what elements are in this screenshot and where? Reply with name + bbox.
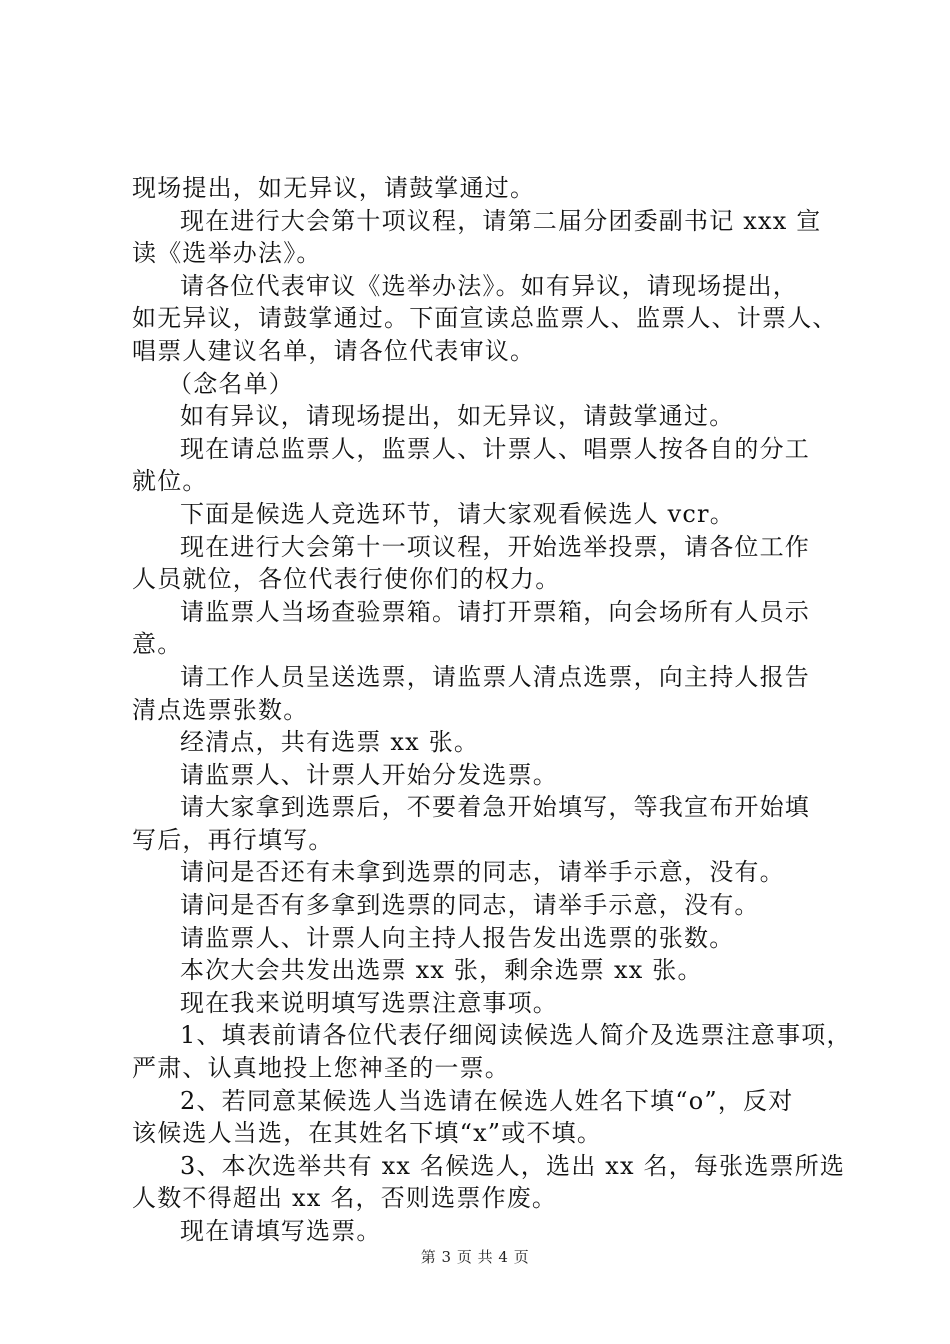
text-line: 人数不得超出 xx 名，否则选票作废。 [132,1184,558,1213]
text-line: 3、本次选举共有 xx 名候选人，选出 xx 名，每张选票所选 [180,1151,846,1180]
text-line: 现在请填写选票。 [180,1217,382,1245]
text-line: 严肃、认真地投上您神圣的一票。 [132,1054,510,1083]
text-line: 2、若同意某候选人当选请在候选人姓名下填“o”，反对 [180,1086,794,1115]
text-line: 该候选人当选，在其姓名下填“x”或不填。 [132,1119,603,1148]
text-line: 读《选举办法》。 [132,239,322,268]
text-line: 1、填表前请各位代表仔细阅读候选人简介及选票注意事项， [180,1021,852,1050]
text-line: 就位。 [132,467,208,496]
text-line: 人员就位，各位代表行使你们的权力。 [132,565,561,594]
text-line: 本次大会共发出选票 xx 张，剩余选票 xx 张。 [180,956,703,985]
page-footer: 第 3 页 共 4 页 [420,1248,530,1266]
text-line: 下面是候选人竞选环节，请大家观看候选人 vcr。 [180,499,735,528]
text-line: 现在请总监票人，监票人、计票人、唱票人按各自的分工 [180,434,810,463]
text-line: 请工作人员呈送选票，请监票人清点选票，向主持人报告 [180,662,810,691]
text-line: 清点选票张数。 [132,695,309,724]
text-line: 请问是否还有未拿到选票的同志，请举手示意，没有。 [180,858,785,887]
text-line: （念名单） [168,369,294,398]
text-line: 请监票人当场查验票箱。请打开票箱，向会场所有人员示 [180,597,810,626]
text-line: 现在进行大会第十一项议程，开始选举投票，请各位工作 [180,532,810,561]
text-line: 唱票人建议名单，请各位代表审议。 [132,336,536,365]
text-line: 意。 [132,630,183,659]
text-line: 现在进行大会第十项议程，请第二届分团委副书记 xxx 宣 [180,206,822,235]
text-line: 经清点，共有选票 xx 张。 [180,728,480,757]
text-line: 如无异议，请鼓掌通过。下面宣读总监票人、监票人、计票人、 [132,304,838,333]
text-line: 现在我来说明填写选票注意事项。 [180,988,558,1017]
text-line: 请监票人、计票人向主持人报告发出选票的张数。 [180,923,735,952]
text-line: 请各位代表审议《选举办法》。如有异议，请现场提出， [180,271,798,300]
text-line: 写后，再行填写。 [132,825,334,854]
text-line: 请问是否有多拿到选票的同志，请举手示意，没有。 [180,891,760,920]
document-body [132,172,852,1248]
text-line: 如有异议，请现场提出，如无异议，请鼓掌通过。 [180,402,735,431]
text-line: 请大家拿到选票后，不要着急开始填写，等我宣布开始填 [180,793,810,822]
text-line: 请监票人、计票人开始分发选票。 [180,760,558,789]
text-line: 现场提出，如无异议，请鼓掌通过。 [132,174,536,202]
